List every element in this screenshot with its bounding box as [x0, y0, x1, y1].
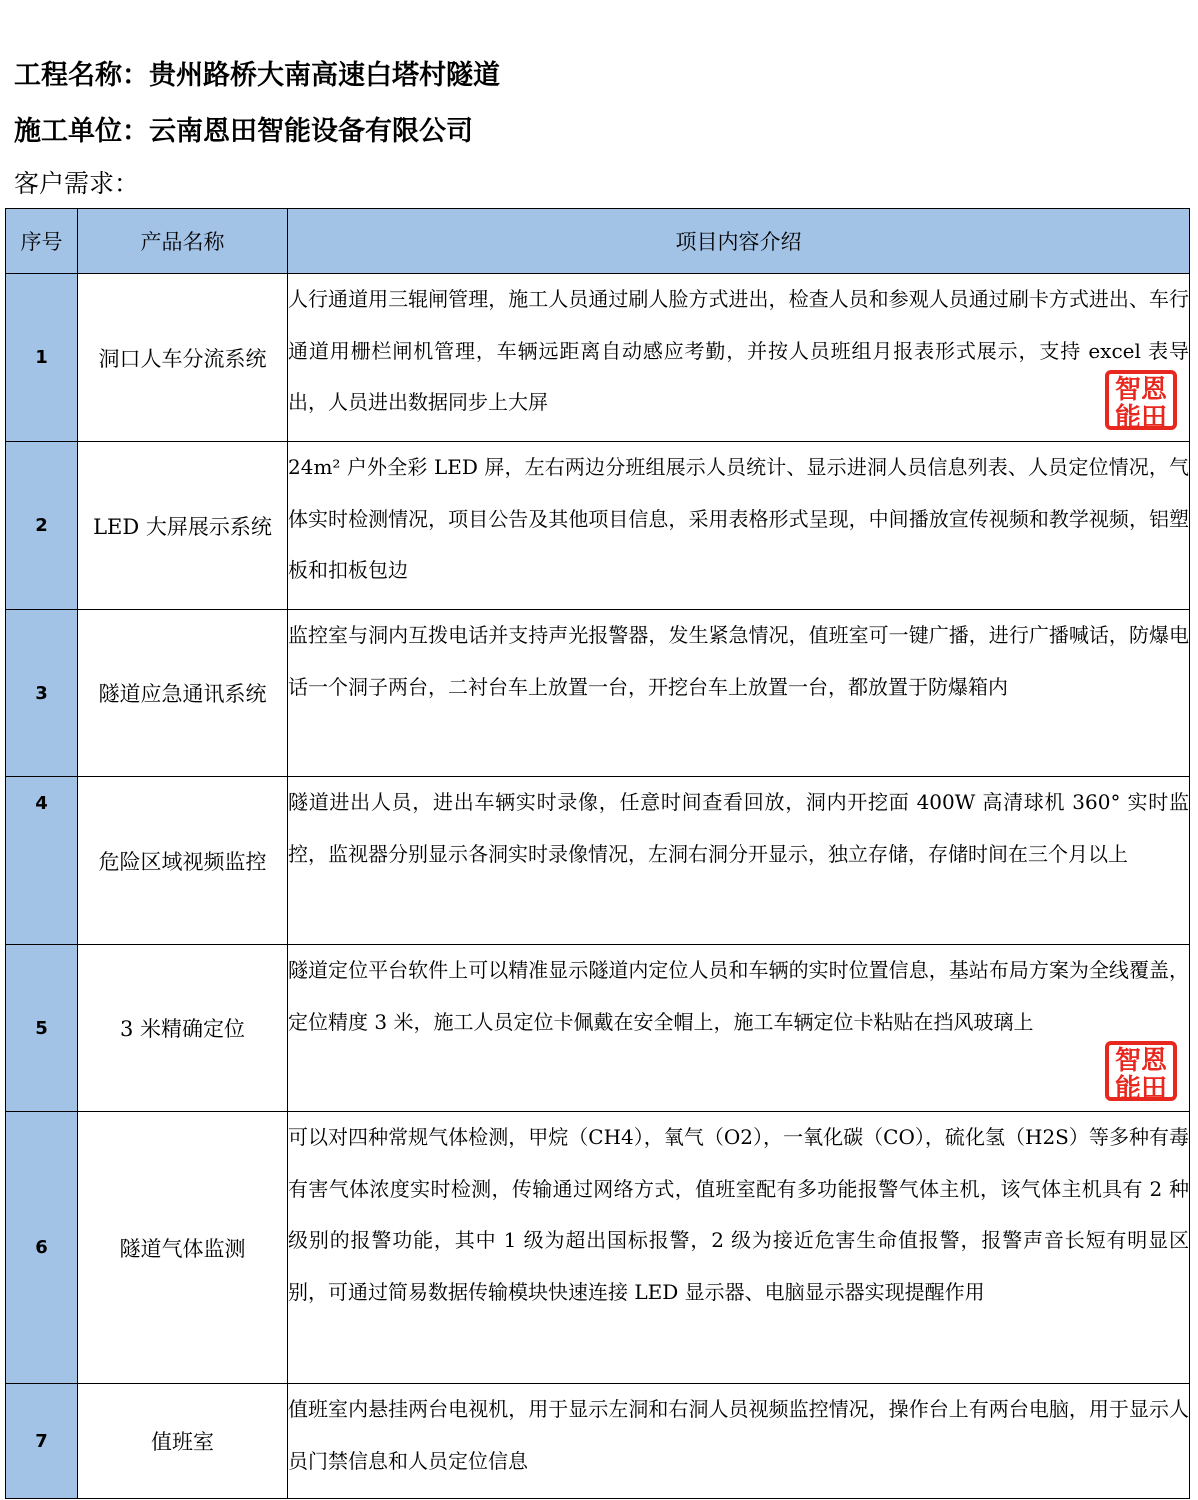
description-text: 监控室与洞内互拨电话并支持声光报警器，发生紧急情况，值班室可一键广播，进行广播喊话，防爆电话一个洞子两台，二衬台车上放置一台，开挖台车上放置一台，都放置于防爆箱内 [288, 623, 1189, 699]
row-number: 6 [6, 1112, 78, 1384]
description-text: 隧道进出人员，进出车辆实时录像，任意时间查看回放，洞内开挖面 400W 高清球机 360° 实时监控，监视器分别显示各洞实时录像情况，左洞右洞分开显示，独立存储，存储时间在三个月以上 [288, 790, 1189, 866]
description-text: 隧道定位平台软件上可以精准显示隧道内定位人员和车辆的实时位置信息，基站布局方案为全线覆盖，定位精度 3 米，施工人员定位卡佩戴在安全帽上，施工车辆定位卡粘贴在挡风玻璃上 [288, 958, 1189, 1034]
product-name: 隧道气体监测 [78, 1112, 288, 1384]
contractor-name: 施工单位：云南恩田智能设备有限公司 [14, 116, 473, 147]
table-header-row [6, 209, 1190, 274]
product-name: 值班室 [78, 1384, 288, 1499]
row-number: 2 [6, 442, 78, 610]
description-cell [288, 442, 1190, 610]
description-cell [288, 610, 1190, 777]
column-header-product: 产品名称 [78, 209, 288, 274]
table-row [6, 442, 1190, 610]
table-row [6, 274, 1190, 442]
table-row [6, 610, 1190, 777]
requirements-table [5, 208, 1190, 1499]
column-header-description: 项目内容介绍 [288, 209, 1190, 274]
description-cell [288, 1384, 1190, 1499]
description-cell [288, 1112, 1190, 1384]
description-text: 可以对四种常规气体检测，甲烷（CH4），氧气（O2），一氧化碳（CO），硫化氢（H2S）等多种有毒有害气体浓度实时检测，传输通过网络方式，值班室配有多功能报警气体主机，该气体主机具有 2 种级别的报警功能，其中 1 级为超出国标报警，2 级为接近危害生命值报警，报警声音长短有明显区别，可通过简易数据传输模块快速连接 LED 显示器、电脑显示器实现提醒作用 [288, 1125, 1189, 1304]
table-row [6, 945, 1190, 1112]
column-header-number: 序号 [6, 209, 78, 274]
table-row [6, 1384, 1190, 1499]
row-number: 1 [6, 274, 78, 442]
table-row [6, 777, 1190, 945]
company-logo-icon: 智恩 能田 [1105, 1041, 1177, 1101]
description-text: 人行通道用三辊闸管理，施工人员通过刷人脸方式进出，检查人员和参观人员通过刷卡方式进出、车行通道用栅栏闸机管理，车辆远距离自动感应考勤，并按人员班组月报表形式展示，支持 excel 表导出，人员进出数据同步上大屏 [288, 287, 1189, 414]
row-number: 5 [6, 945, 78, 1112]
company-logo-icon: 智恩 能田 [1105, 370, 1177, 430]
product-name: 洞口人车分流系统 [78, 274, 288, 442]
description-cell [288, 945, 1190, 1112]
description-cell [288, 274, 1190, 442]
table-row [6, 1112, 1190, 1384]
description-cell [288, 777, 1190, 945]
product-name: 3 米精确定位 [78, 945, 288, 1112]
row-number: 3 [6, 610, 78, 777]
product-name: 隧道应急通讯系统 [78, 610, 288, 777]
requirement-label: 客户需求： [14, 169, 140, 198]
row-number: 7 [6, 1384, 78, 1499]
row-number: 4 [6, 777, 78, 945]
product-name: 危险区域视频监控 [78, 777, 288, 945]
product-name: LED 大屏展示系统 [78, 442, 288, 610]
description-text: 24m² 户外全彩 LED 屏，左右两边分班组展示人员统计、显示进洞人员信息列表、人员定位情况，气体实时检测情况，项目公告及其他项目信息，采用表格形式呈现，中间播放宣传视频和教学视频，铝塑板和扣板包边 [288, 455, 1189, 582]
project-name: 工程名称：贵州路桥大南高速白塔村隧道 [14, 60, 500, 91]
description-text: 值班室内悬挂两台电视机，用于显示左洞和右洞人员视频监控情况，操作台上有两台电脑，用于显示人员门禁信息和人员定位信息 [288, 1397, 1189, 1473]
